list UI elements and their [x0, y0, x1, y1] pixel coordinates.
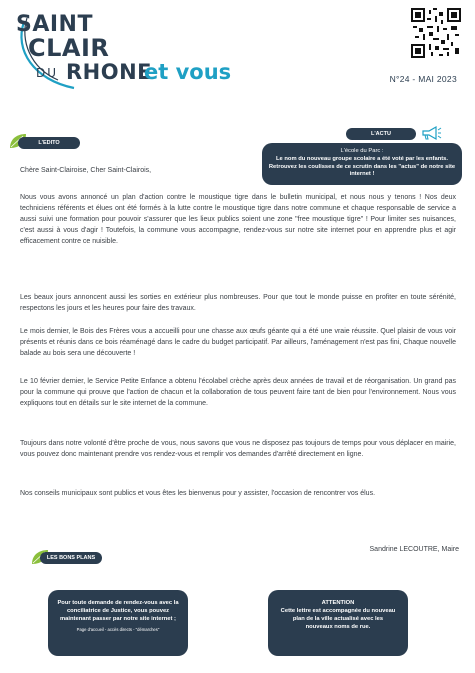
actu-tag: L'ACTU	[346, 128, 416, 140]
actu-callout	[262, 143, 462, 185]
edito-tag: L'EDITO	[18, 137, 80, 149]
bons-plans-box2-text: Cette lettre est accompagnée du nouveau plan de la ville actualisé avec les nouveaux noms de rue.	[280, 608, 396, 631]
qr-code-icon[interactable]	[411, 8, 461, 58]
edito-paragraph-2: Les beaux jours annoncent aussi les sorties en extérieur plus nombreuses. Pour que tout le monde puisse en profiter en toute sérénité, respectons les jours et les heures pour faire des travaux.	[20, 294, 456, 313]
bons-plans-box-rendez-vous	[48, 590, 188, 656]
bons-plans-tag: LES BONS PLANS	[40, 552, 102, 564]
edito-paragraph-1: Nous vous avons annoncé un plan d'action contre le moustique tigre dans le bulletin municipal, et nous nous y tenons ! Nos deux techniciens référents et élues ont été formés à la lutte contre le moustique tigre dans notre commune et chaque responsable de service a aussi suivi une formation pour pouvoir s'assurer que les lieux publics soient une zone "free moustique tigre" ! Pour limiter ses nuisances, c'est aussi à vous d'agir ! Toutefois, la commune vous accompagne, rendez-vous sur notre site internet pour en apprendre plus et agir efficacement contre ce nuisible.	[20, 194, 456, 246]
logo-line-rhone: RHONE	[66, 60, 153, 84]
megaphone-icon	[420, 124, 442, 142]
actu-body: Le nom du nouveau groupe scolaire a été voté par les enfants. Retrouvez les coulisses de ce scrutin dans les "actus" de notre site internet !	[268, 155, 456, 178]
edito-paragraph-5: Toujours dans notre volonté d'être proche de vous, nous savons que vous ne disposez pas toujours de temps pour vous déplacer en mairie, vous pouvez donc maintenant prendre vos rendez-vous et remplir vos demandes d'arrêté directement en ligne.	[20, 440, 456, 459]
edito-paragraph-3: Le mois dernier, le Bois des Frères vous a accueilli pour une chasse aux œufs géante qui a été une vraie réussite. Quel plaisir de vous voir présents et réunis dans ce bois réaménagé dans le cadre du budget participatif. Par ailleurs, l'aménagement n'est pas fini, Chaque nouvelle balade au bois sera une découverte !	[20, 328, 456, 358]
bons-plans-box-attention	[268, 590, 408, 656]
logo-line-clair: CLAIR	[28, 34, 110, 62]
edito-paragraph-6: Nos conseils municipaux sont publics et vous êtes les bienvenus pour y assister, l'occasion de rencontrer vos élus.	[20, 490, 376, 497]
logo-line-saint: SAINT	[16, 12, 93, 37]
issue-number: N°24 - MAI 2023	[389, 74, 457, 84]
bons-plans-box1-path: Page d'accueil - accès directs - "démarches"	[76, 627, 160, 633]
logo	[14, 10, 244, 90]
actu-title: L'école du Parc :	[340, 148, 384, 154]
logo-line-et-vous: et vous	[144, 60, 232, 84]
bons-plans-box2-title: ATTENTION	[321, 600, 355, 606]
bons-plans-box1-text: Pour toute demande de rendez-vous avec la conciliatrice de Justice, vous pouvez maintenant passer par notre site internet ;	[57, 600, 179, 623]
signature: Sandrine LECOUTRE, Maire	[369, 546, 459, 553]
edito-greeting: Chère Saint-Clairoise, Cher Saint-Clairois,	[20, 167, 152, 174]
logo-line-du: DU	[36, 66, 59, 80]
edito-paragraph-4: Le 10 février dernier, le Service Petite Enfance a obtenu l'écolabel crèche après deux années de travail et de réorganisation. Un grand pas pour la commune qui prouve que l'action de chacun et la collaboration de tous peuvent faire tant de bien pour l'environnement. Nous vous expliquons tout en détails sur le site internet de la commune.	[20, 378, 456, 408]
